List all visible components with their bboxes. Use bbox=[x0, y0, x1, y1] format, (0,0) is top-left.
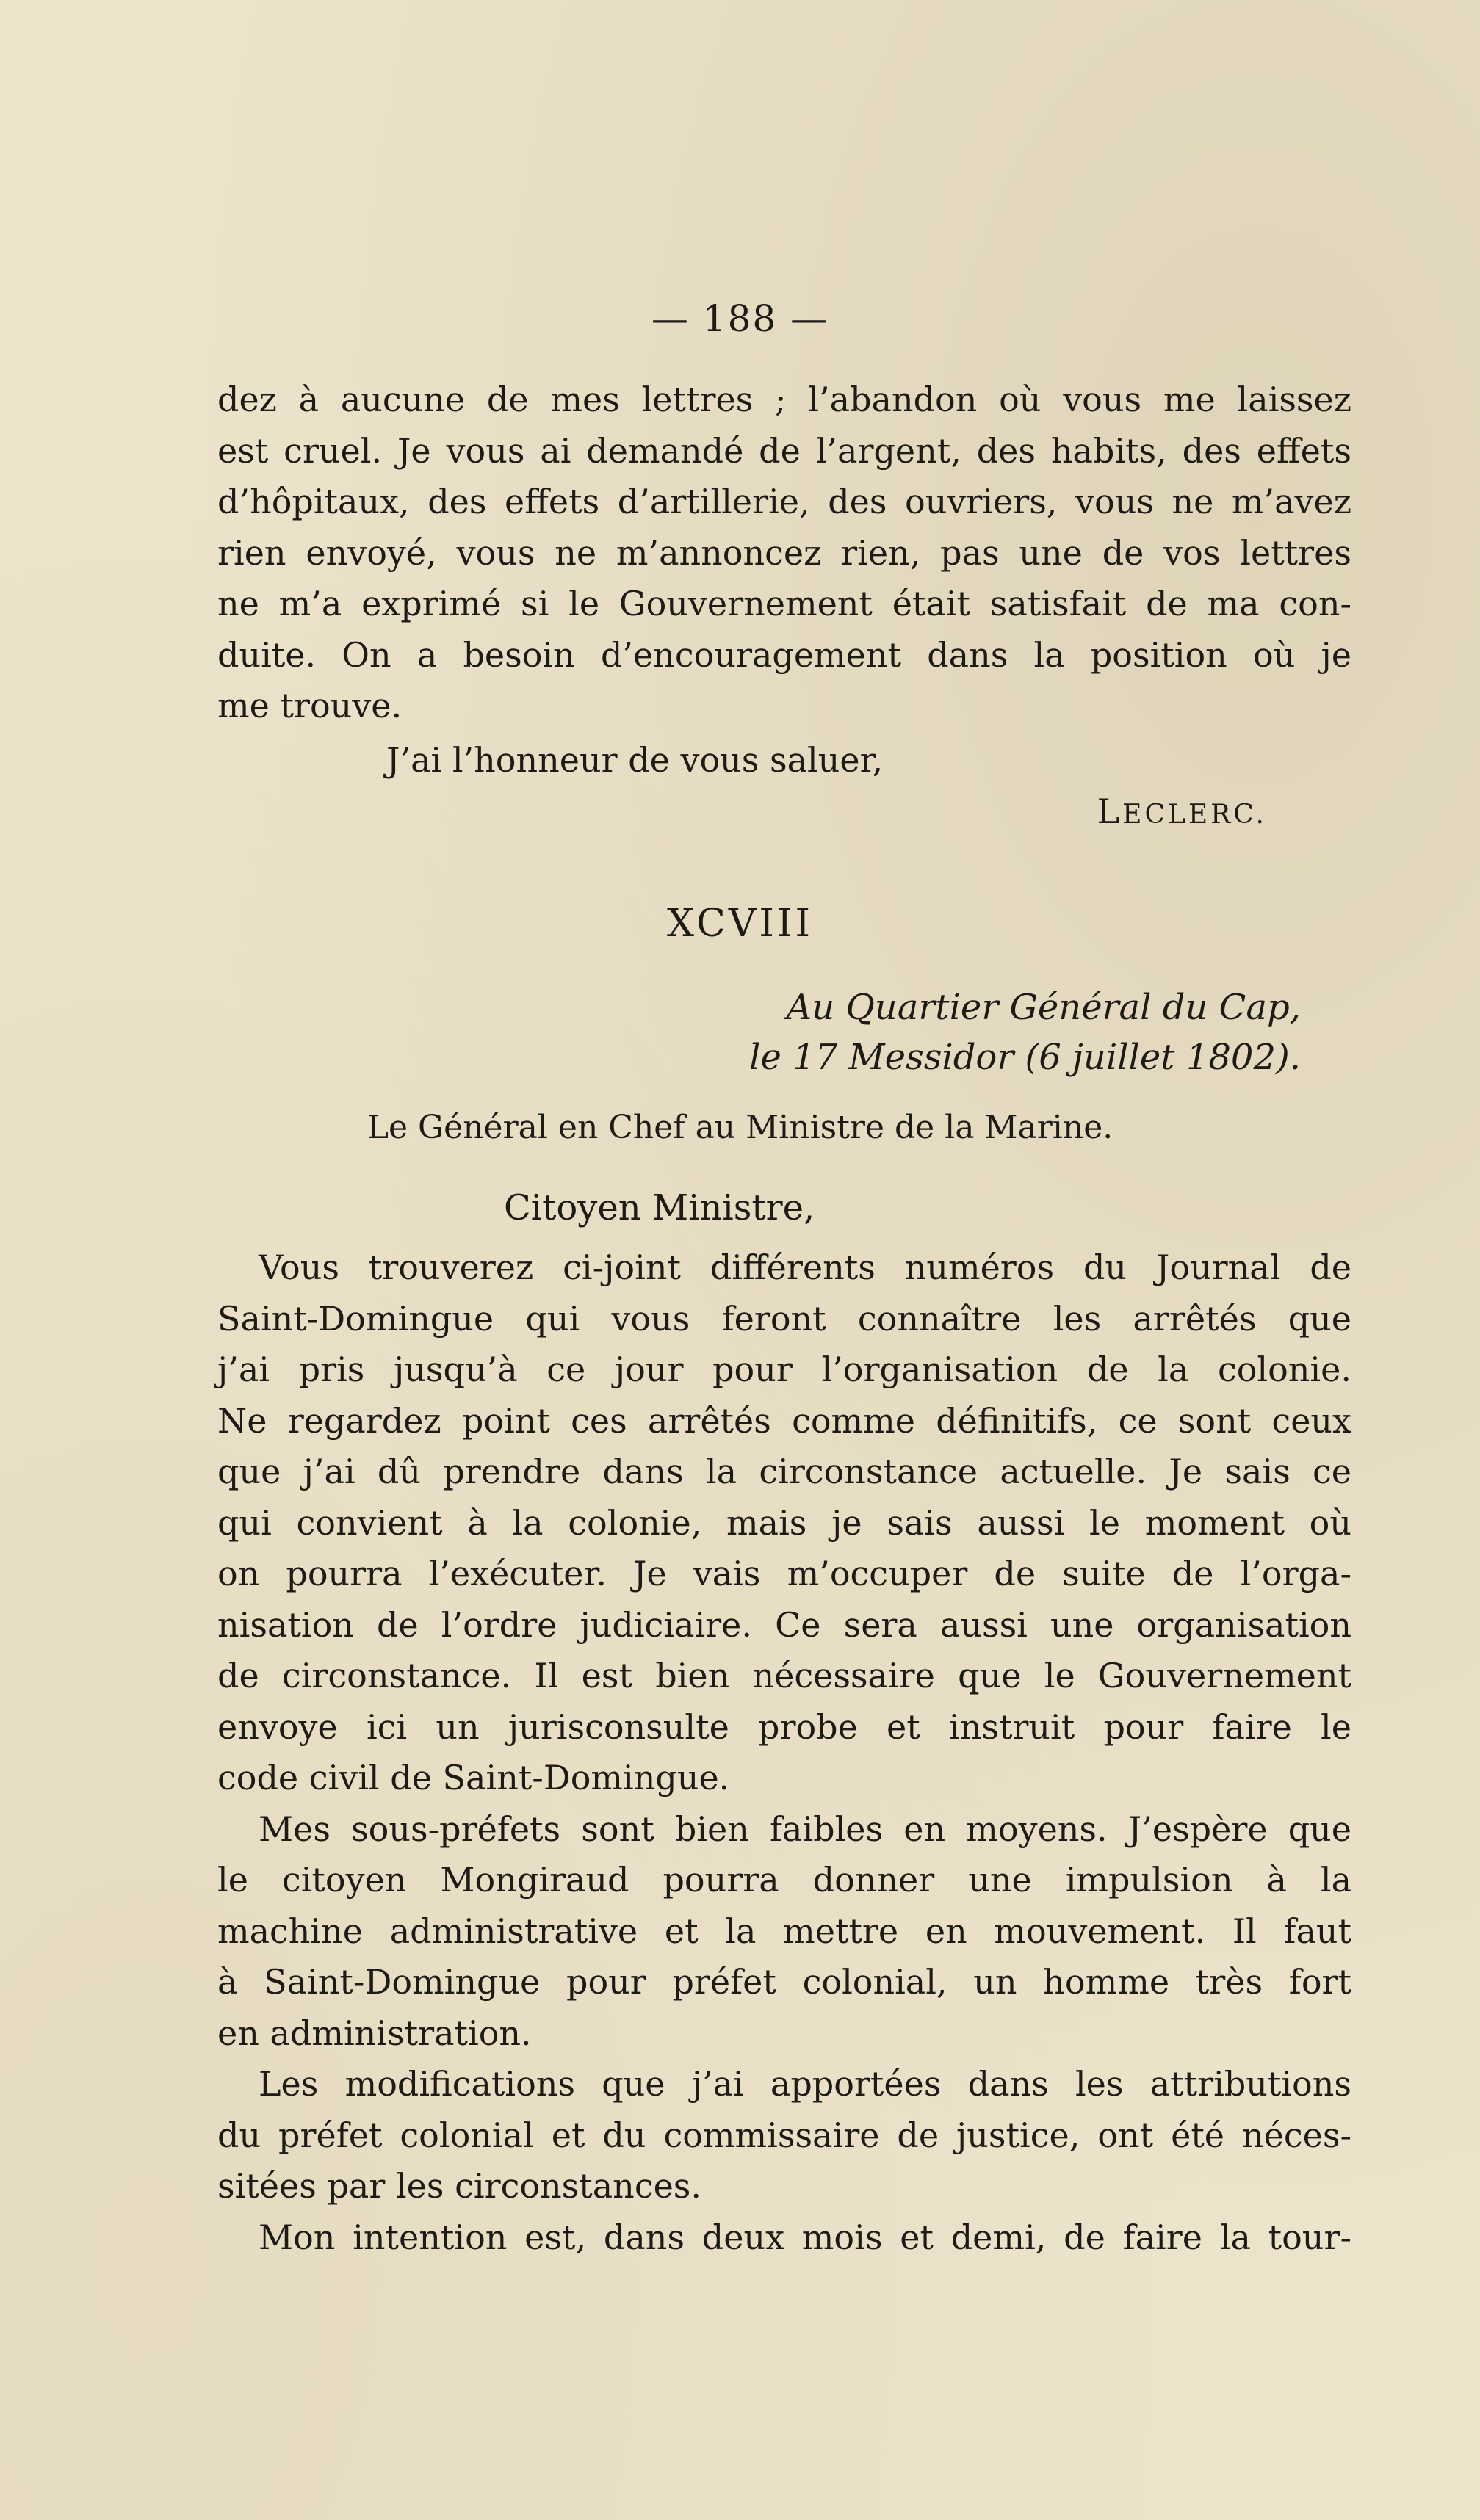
text-line: à Saint-Domingue pour préfet colonial, un homme très fort bbox=[217, 1962, 1351, 2002]
text-line: duite. On a besoin d’encouragement dans la position où je bbox=[217, 634, 1351, 675]
letter-place: Au Quartier Général du Cap, bbox=[786, 987, 1301, 1028]
text-line: j’ai pris jusqu’à ce jour pour l’organisation de la colonie. bbox=[217, 1350, 1351, 1389]
text-line: de circonstance. Il est bien nécessaire que le Gouvernement bbox=[217, 1656, 1351, 1695]
text-line: le citoyen Mongiraud pourra donner une impulsion à la bbox=[217, 1860, 1351, 1900]
text-line: on pourra l’exécuter. Je vais m’occuper de suite de l’orga- bbox=[217, 1554, 1351, 1593]
place-date bbox=[749, 982, 1301, 1082]
text-line: code civil de Saint-Domingue. bbox=[217, 1758, 730, 1797]
text-line: est cruel. Je vous ai demandé de l’argent, des habits, des effets bbox=[217, 430, 1351, 471]
previous-letter-text bbox=[217, 374, 1351, 732]
text-line: envoye ici un jurisconsulte probe et instruit pour faire le bbox=[217, 1706, 1351, 1747]
text-line: rien envoyé, vous ne m’annoncez rien, pas une de vos lettres bbox=[217, 532, 1351, 573]
text-line: me trouve. bbox=[217, 686, 403, 725]
text-line: du préfet colonial et du commissaire de justice, ont été néces- bbox=[217, 2115, 1351, 2155]
text-line: Saint-Domingue qui vous feront connaître les arrêtés que bbox=[217, 1298, 1351, 1339]
text-line: d’hôpitaux, des effets d’artillerie, des ouvriers, vous ne m’avez bbox=[217, 482, 1351, 521]
text-line: nisation de l’ordre judiciaire. Ce sera aussi une organisation bbox=[217, 1604, 1351, 1645]
signature bbox=[1097, 792, 1267, 831]
signature-initial: L bbox=[1097, 792, 1123, 831]
text-line: en administration. bbox=[217, 2013, 532, 2053]
text-line: Mon intention est, dans deux mois et demi, de faire la tour- bbox=[259, 2217, 1351, 2257]
letter-number: XCVIII bbox=[666, 902, 814, 946]
text-line: ne m’a exprimé si le Gouvernement était satisfait de ma con- bbox=[217, 584, 1351, 623]
text-line: qui convient à la colonie, mais je sais aussi le moment où bbox=[217, 1502, 1351, 1543]
text-line: Les modifications que j’ai apportées dans les attributions bbox=[259, 2064, 1351, 2104]
text-line: Ne regardez point ces arrêtés comme définitifs, ce sont ceux bbox=[217, 1400, 1351, 1441]
text-line: machine administrative et la mettre en mouvement. Il faut bbox=[217, 1911, 1351, 1951]
page-number: — 188 — bbox=[651, 297, 829, 340]
text-line: sitées par les circonstances. bbox=[217, 2166, 702, 2206]
letter-date: le 17 Messidor (6 juillet 1802). bbox=[749, 1037, 1301, 1078]
letter-body bbox=[217, 1242, 1351, 2263]
letter-salutation: Citoyen Ministre, bbox=[504, 1187, 815, 1228]
text-line: Vous trouverez ci-joint différents numéros du Journal de bbox=[259, 1248, 1351, 1287]
signature-rest: ECLERC. bbox=[1122, 800, 1267, 830]
text-line: dez à aucune de mes lettres ; l’abandon où vous me laissez bbox=[217, 380, 1351, 419]
text-line: Mes sous-préfets sont bien faibles en moyens. J’espère que bbox=[259, 1808, 1351, 1849]
closing-formula: J’ai l’honneur de vous saluer, bbox=[386, 740, 884, 780]
text-line: que j’ai dû prendre dans la circonstance actuelle. Je sais ce bbox=[217, 1452, 1351, 1491]
letter-heading: Le Général en Chef au Ministre de la Marine. bbox=[367, 1109, 1113, 1146]
